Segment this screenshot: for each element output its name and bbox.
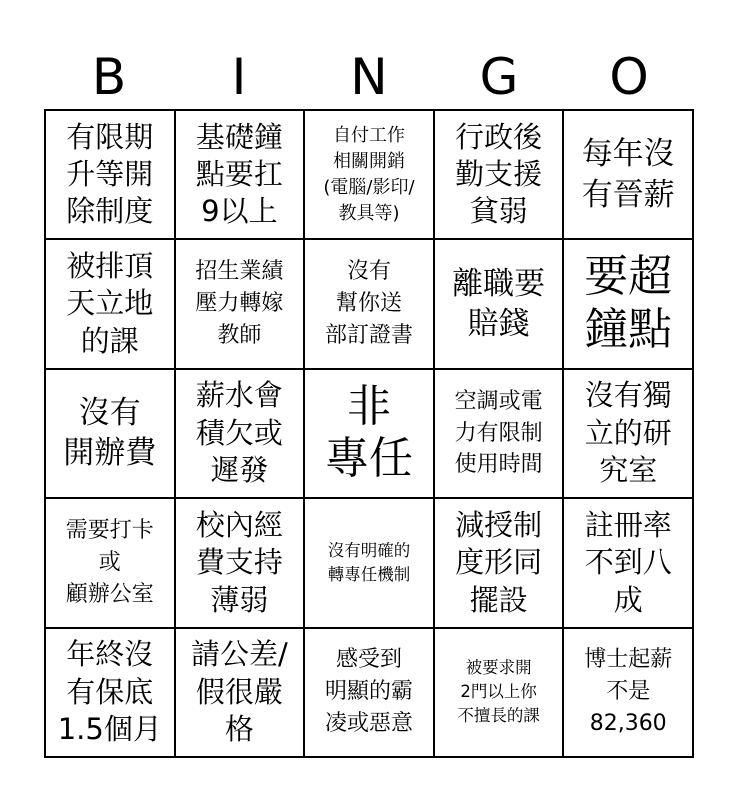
bingo-cell[interactable] (305, 629, 435, 758)
cell-text: 感受到 明顯的霸 凌或惡意 (324, 647, 413, 737)
bingo-cell[interactable] (435, 629, 565, 758)
cell-text: 年終沒 有保底 1.5個月 (57, 637, 162, 746)
cell-text: 基礎鐘 點要扛 9以上 (195, 119, 283, 229)
bingo-cell[interactable] (46, 629, 176, 758)
header-letter-b: B (91, 48, 127, 106)
bingo-cell free-space[interactable] (305, 370, 435, 499)
cell-text: 沒有 幫你送 部訂證書 (324, 259, 413, 349)
cell-text: 沒有明確的 轉專任機制 (327, 540, 411, 584)
cell-text: 自付工作 相關開銷 (電腦/影印/ 教具等) (323, 124, 415, 224)
bingo-cell[interactable] (564, 111, 694, 240)
cell-text: 被要求開 2門以上你 不擅長的課 (457, 658, 540, 726)
cell-text: 薪水會 積欠或 遲發 (195, 378, 283, 488)
cell-text: 博士起薪 不是 82,360 (584, 647, 673, 737)
cell-text: 被排頂 天立地 的課 (66, 248, 154, 358)
header-letter-n: N (350, 48, 388, 106)
bingo-cell[interactable] (435, 240, 565, 369)
bingo-cell[interactable] (564, 499, 694, 628)
cell-text: 有限期 升等開 除制度 (66, 119, 154, 229)
bingo-cell[interactable] (176, 240, 306, 369)
bingo-cell[interactable] (305, 111, 435, 240)
bingo-cell[interactable] (435, 499, 565, 628)
bingo-cell[interactable] (564, 629, 694, 758)
cell-text: 要超 鐘點 (584, 251, 673, 356)
bingo-cell[interactable] (46, 499, 176, 628)
cell-text: 空調或電 力有限制 使用時間 (454, 388, 543, 478)
cell-text: 註冊率 不到八 成 (584, 507, 672, 617)
cell-text: 需要打卡 或 顧辦公室 (65, 518, 154, 607)
cell-text: 校內經 費支持 薄弱 (195, 507, 283, 617)
cell-text: 請公差/ 假很嚴 格 (191, 637, 288, 746)
header-letter-i: I (231, 48, 247, 106)
bingo-cell[interactable] (46, 370, 176, 499)
bingo-cell[interactable] (305, 240, 435, 369)
cell-text: 每年沒 有晉薪 (581, 136, 675, 213)
cell-text: 非 專任 (324, 380, 413, 485)
bingo-cell[interactable] (564, 240, 694, 369)
bingo-cell[interactable] (435, 370, 565, 499)
cell-text: 減授制 度形同 擺設 (455, 507, 543, 617)
cell-text: 行政後 勤支援 貧弱 (455, 119, 543, 229)
bingo-cell[interactable] (176, 499, 306, 628)
bingo-cell[interactable] (176, 629, 306, 758)
header-letter-g: G (479, 48, 519, 106)
bingo-cell[interactable] (305, 499, 435, 628)
cell-text: 沒有獨 立的研 究室 (584, 378, 672, 488)
cell-text: 沒有 開辦費 (63, 395, 157, 472)
bingo-cell[interactable] (46, 111, 176, 240)
header-letter-o: O (609, 48, 649, 106)
bingo-card (44, 109, 694, 758)
bingo-cell[interactable] (46, 240, 176, 369)
bingo-cell[interactable] (435, 111, 565, 240)
bingo-header (44, 44, 694, 110)
bingo-cell[interactable] (564, 370, 694, 499)
cell-text: 招生業績 壓力轉嫁 教師 (195, 259, 284, 349)
bingo-cell[interactable] (176, 370, 306, 499)
cell-text: 離職要 賠錢 (452, 265, 546, 343)
bingo-cell[interactable] (176, 111, 306, 240)
